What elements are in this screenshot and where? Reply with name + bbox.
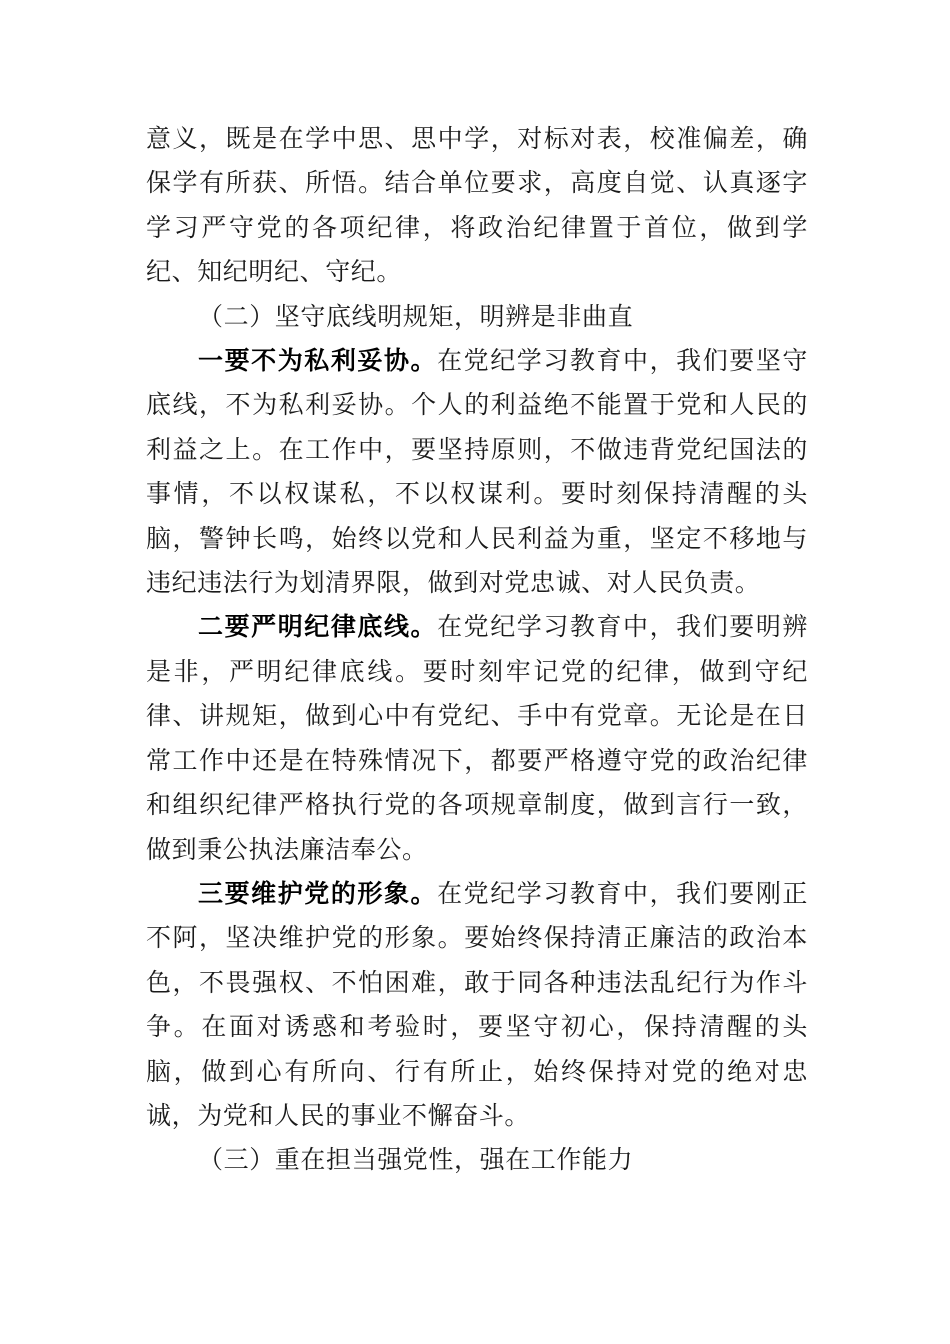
point-2-text: 在党纪学习教育中，我们要明辨是非，严明纪律底线。要时刻牢记党的纪律，做到守纪律、讲规矩，做到心中有党纪、手中有党章。无论是在日常工作中还是在特殊情况下，都要严格遵守党的政治纪律和组织纪律严格执行党的各项规章制度，做到言行一致，做到秉公执法廉洁奉公。 (146, 612, 808, 864)
section-heading-2: （二）坚守底线明规矩，明辨是非曲直 (198, 301, 634, 331)
point-3-text: 在党纪学习教育中，我们要刚正不阿，坚决维护党的形象。要始终保持清正廉洁的政治本色，不畏强权、不怕困难，敢于同各种违法乱纪行为作斗争。在面对诱惑和考验时，要坚守初心，保持清醒的头脑，做到心有所向、行有所止，始终保持对党的绝对忠诚，为党和人民的事业不懈奋斗。 (146, 878, 808, 1130)
document-body (146, 117, 808, 1183)
point-3-title: 三要维护党的形象。 (198, 878, 438, 908)
paragraph-point-2 (146, 605, 808, 871)
paragraph-point-3 (146, 872, 808, 1138)
point-1-title: 一要不为私利妥协。 (198, 346, 438, 376)
point-1-text: 在党纪学习教育中，我们要坚守底线，不为私利妥协。个人的利益绝不能置于党和人民的利益之上。在工作中，要坚持原则，不做违背党纪国法的事情，不以权谋私，不以权谋利。要时刻保持清醒的头脑，警钟长鸣，始终以党和人民利益为重，坚定不移地与违纪违法行为划清界限，做到对党忠诚、对人民负责。 (146, 346, 808, 598)
point-2-title: 二要严明纪律底线。 (198, 612, 438, 642)
paragraph-point-1 (146, 339, 808, 605)
section-heading-3: （三）重在担当强党性，强在工作能力 (198, 1145, 634, 1175)
paragraph-continuation: 意义，既是在学中思、思中学，对标对表，校准偏差，确保学有所获、所悟。结合单位要求，高度自觉、认真逐字学习严守党的各项纪律，将政治纪律置于首位，做到学纪、知纪明纪、守纪。 (146, 124, 808, 287)
